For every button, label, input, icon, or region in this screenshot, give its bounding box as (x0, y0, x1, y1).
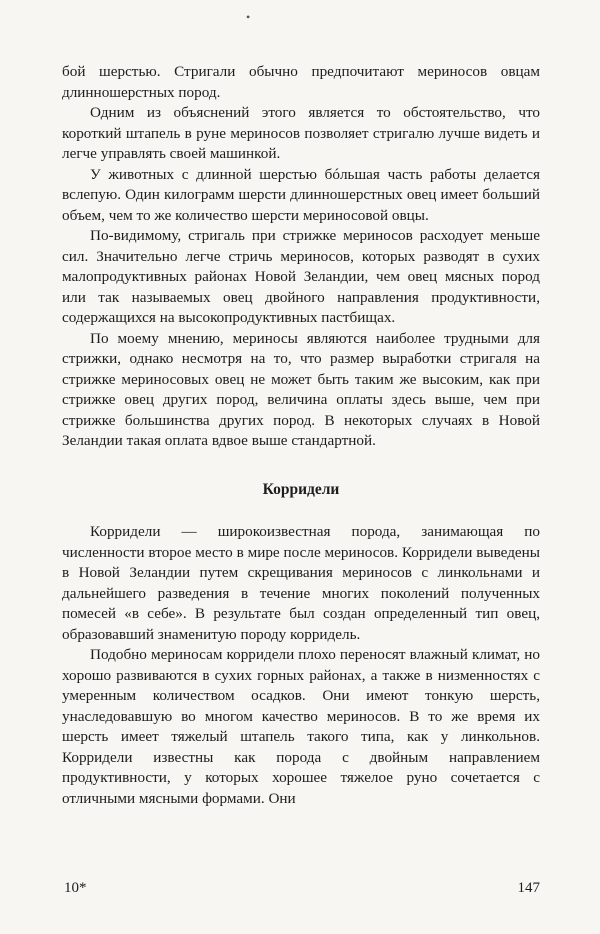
paragraph-7: Подобно мериносам корридели плохо переносят влажный климат, но хорошо развиваются в сухих горных районах, а также в низменностях с умеренным количеством осадков. Они имеют тонкую шерсть, унаследовавшую во многом качество мериносов. В то же время их шерсть имеет тяжелый штапель такого типа, как у линкольнов. Корридели известны как порода с двойным направлением продуктивности, у которых хорошее тяжелое руно сочетается с отличными мясными формами. Они (62, 646, 540, 807)
paragraph-4: По-видимому, стригаль при стрижке мериносов расходует меньше сил. Значительно легче стричь мериносов, которых разводят в сухих малопродуктивных районах Новой Зеландии, чем овец мясных пород или так называемых овец двойного направления продуктивности, содержащихся на высокопродуктивных пастбищах. (62, 227, 540, 326)
page-number: 147 (517, 880, 540, 896)
paragraph-1: бой шерстью. Стригали обычно предпочитают мериносов овцам длинношерстных пород. (62, 63, 540, 101)
paragraph-5: По моему мнению, мериносы являются наиболее трудными для стрижки, однако несмотря на то, что размер выработки стригаля на стрижке мериносовых овец не может быть таким же высоким, как при стрижке овец других пород, величина оплаты здесь выше, чем при стрижке большинства других пород. В некоторых случаях в Новой Зеландии такая оплата вдвое выше стандартной. (62, 329, 540, 449)
page-mark: • (246, 10, 251, 24)
paragraph-2: Одним из объяснений этого является то обстоятельство, что короткий штапель в руне мериносов позволяет стригалю лучше видеть и легче управлять своей машинкой. (62, 104, 540, 162)
page-body (62, 62, 540, 809)
paragraph-3: У животных с длинной шерстью бóльшая часть работы делается вслепую. Один килограмм шерсти длинношерстных овец имеет больший объем, чем то же количество шерсти мериносовой овцы. (62, 165, 540, 224)
signature-mark: 10* (64, 880, 87, 896)
section-heading: Корридели (262, 480, 340, 498)
paragraph-6: Корридели — широкоизвестная порода, занимающая по численности второе место в мире после мериносов. Корридели выведены в Новой Зеландии путем скрещивания мериносов с линкольнами и дальнейшего разведения в течение многих поколений полученных помесей «в себе». В результате был создан определенный тип овец, образовавший знаменитую породу корридель. (62, 523, 540, 643)
